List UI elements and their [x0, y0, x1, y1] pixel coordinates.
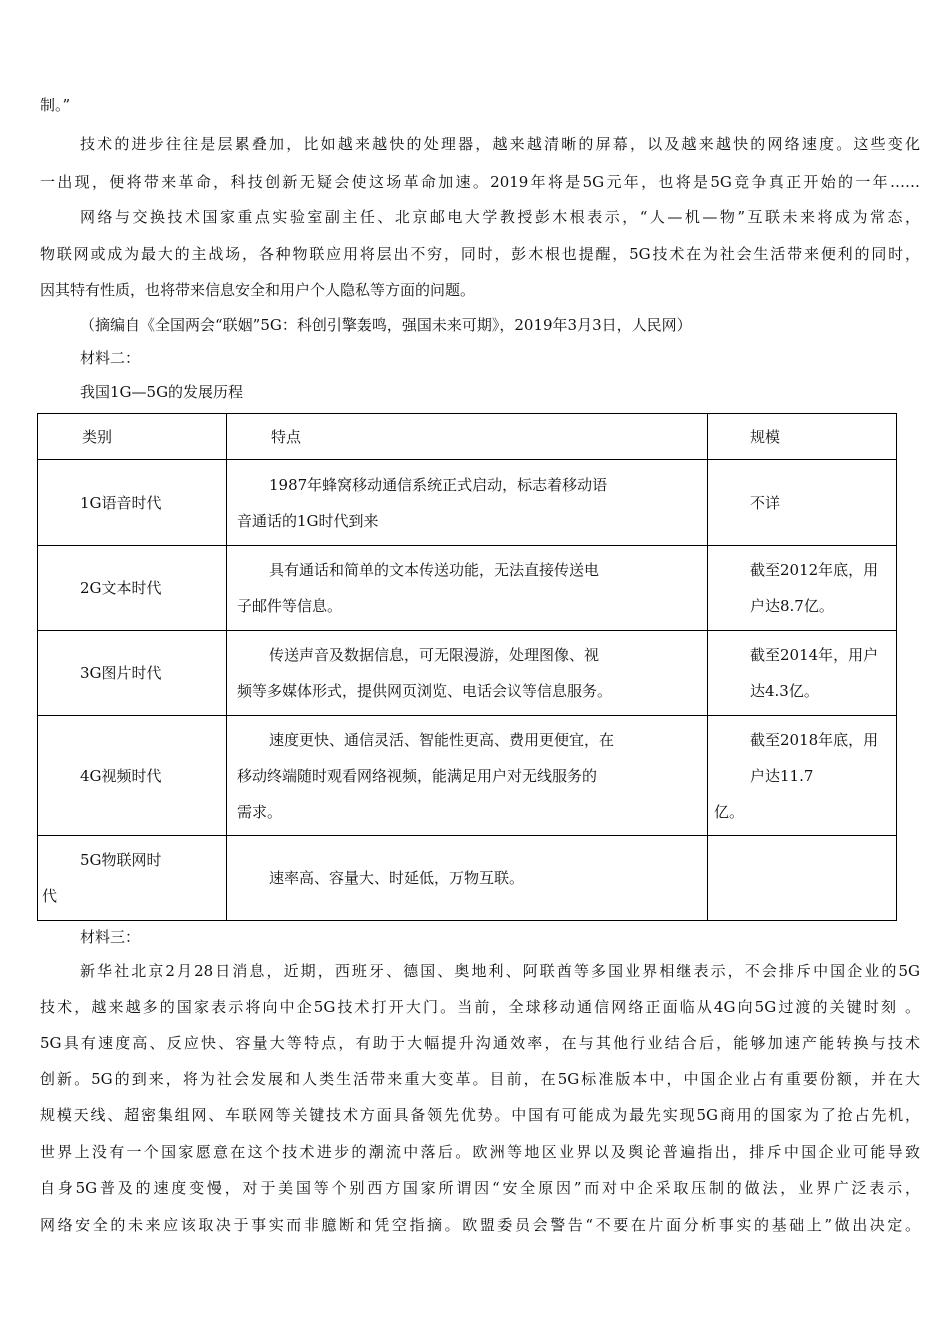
- feature-cell: [227, 631, 708, 716]
- column-header: 特点: [227, 414, 708, 460]
- text-line: 网络安全的未来应该取决于事实而非臆断和凭空指摘。欧盟委员会警告“不要在片面分析事实的基础上”做出决定。: [40, 1216, 920, 1234]
- scale-cell: [708, 716, 897, 836]
- feature-line: 具有通话和简单的文本传送功能，无法直接传送电: [269, 561, 600, 579]
- table-title: 我国1G—5G的发展历程: [80, 383, 244, 401]
- category-cell: 1G语音时代: [38, 460, 227, 546]
- text-line: 一出现，便将带来革命，科技创新无疑会使这场革命加速。2019年将是5G元年，也将是5G竞争真正开始的一年……: [40, 173, 920, 191]
- feature-line: 音通话的1G时代到来: [237, 511, 379, 530]
- category-cell: 2G文本时代: [38, 546, 227, 631]
- feature-cell: [227, 716, 708, 836]
- category-line: 5G物联网时: [80, 851, 162, 869]
- text-line: 创新。5G的到来，将为社会发展和人类生活带来重大变革。目前，在5G标准版本中，中国企业占有重要份额，并在大: [40, 1070, 920, 1088]
- scale-cell: 不详: [708, 460, 897, 546]
- text-line: 规模天线、超密集组网、车联网等关键技术方面具备领先优势。中国有可能成为最先实现5G商用的国家为了抢占先机，: [40, 1106, 920, 1124]
- scale-line: 截至2018年底，用户达11.7: [750, 730, 879, 785]
- text-line: 技术的进步往往是层累叠加，比如越来越快的处理器，越来越清晰的屏幕，以及越来越快的网络速度。这些变化: [80, 135, 920, 153]
- feature-line: 频等多媒体形式，提供网页浏览、电话会议等信息服务。: [237, 682, 613, 700]
- feature-line: 移动终端随时观看网络视频，能满足用户对无线服务的: [237, 766, 598, 785]
- column-header: 规模: [708, 414, 897, 460]
- scale-line: 亿。: [714, 802, 745, 821]
- material-three-heading: 材料三：: [80, 928, 141, 946]
- table-row: [38, 460, 897, 546]
- category-line: 代: [42, 887, 58, 905]
- text-line: 世界上没有一个国家愿意在这个技术进步的潮流中落后。欧洲等地区业界以及舆论普遍指出，排斥中国企业可能导致: [40, 1143, 920, 1161]
- development-table: [37, 413, 897, 921]
- feature-line: 传送声音及数据信息，可无限漫游，处理图像、视: [269, 646, 600, 664]
- table-row: [38, 546, 897, 631]
- scale-cell: 截至2014年，用户达4.3亿。: [708, 631, 897, 716]
- feature-cell: [227, 546, 708, 631]
- text-line: 因其特有性质，也将带来信息安全和用户个人隐私等方面的问题。: [40, 281, 476, 299]
- category-cell: 4G视频时代: [38, 716, 227, 836]
- text-line: 技术，越来越多的国家表示将向中企5G技术打开大门。当前，全球移动通信网络正面临从4G向5G过渡的关键时刻 。: [40, 998, 920, 1016]
- feature-line: 1987年蜂窝移动通信系统正式启动，标志着移动语: [269, 475, 608, 494]
- scale-cell: [708, 836, 897, 921]
- text-line: 网络与交换技术国家重点实验室副主任、北京邮电大学教授彭木根表示，“人—机—物”互联未来将成为常态，: [80, 208, 920, 226]
- feature-cell: 速率高、容量大、时延低，万物互联。: [227, 836, 708, 921]
- text-line: 5G具有速度高、反应快、容量大等特点，有助于大幅提升沟通效率，在与其他行业结合后，能够加速产能转换与技术: [40, 1034, 920, 1052]
- category-cell: 3G图片时代: [38, 631, 227, 716]
- material-two-heading: 材料二：: [80, 349, 141, 367]
- scale-cell: 截至2012年底，用户达8.7亿。: [708, 546, 897, 631]
- feature-line: 需求。: [237, 802, 283, 821]
- source-citation: （摘编自《全国两会“联姻”5G：科创引擎轰鸣，强国未来可期》，2019年3月3日，人民网）: [80, 316, 692, 334]
- text-line: 物联网或成为最大的主战场，各种物联应用将层出不穷，同时，彭木根也提醒，5G技术在为社会生活带来便利的同时，: [40, 245, 920, 263]
- feature-line: 子邮件等信息。: [237, 597, 343, 615]
- text-line: 新华社北京2月28日消息，近期，西班牙、德国、奥地利、阿联酋等多国业界相继表示，不会排斥中国企业的5G: [80, 962, 920, 980]
- feature-cell: [227, 460, 708, 546]
- category-cell: [38, 836, 227, 921]
- feature-line: 速度更快、通信灵活、智能性更高、费用更便宜，在: [269, 730, 615, 749]
- text-line: 自身5G普及的速度变慢，对于美国等个别西方国家所谓因“安全原因”而对中企采取压制的做法，业界广泛表示，: [40, 1179, 920, 1197]
- text-line: 制。”: [40, 96, 71, 114]
- table-header-row: [38, 414, 897, 460]
- table-row: [38, 836, 897, 921]
- table-row: [38, 716, 897, 836]
- column-header: 类别: [38, 414, 227, 460]
- table-row: [38, 631, 897, 716]
